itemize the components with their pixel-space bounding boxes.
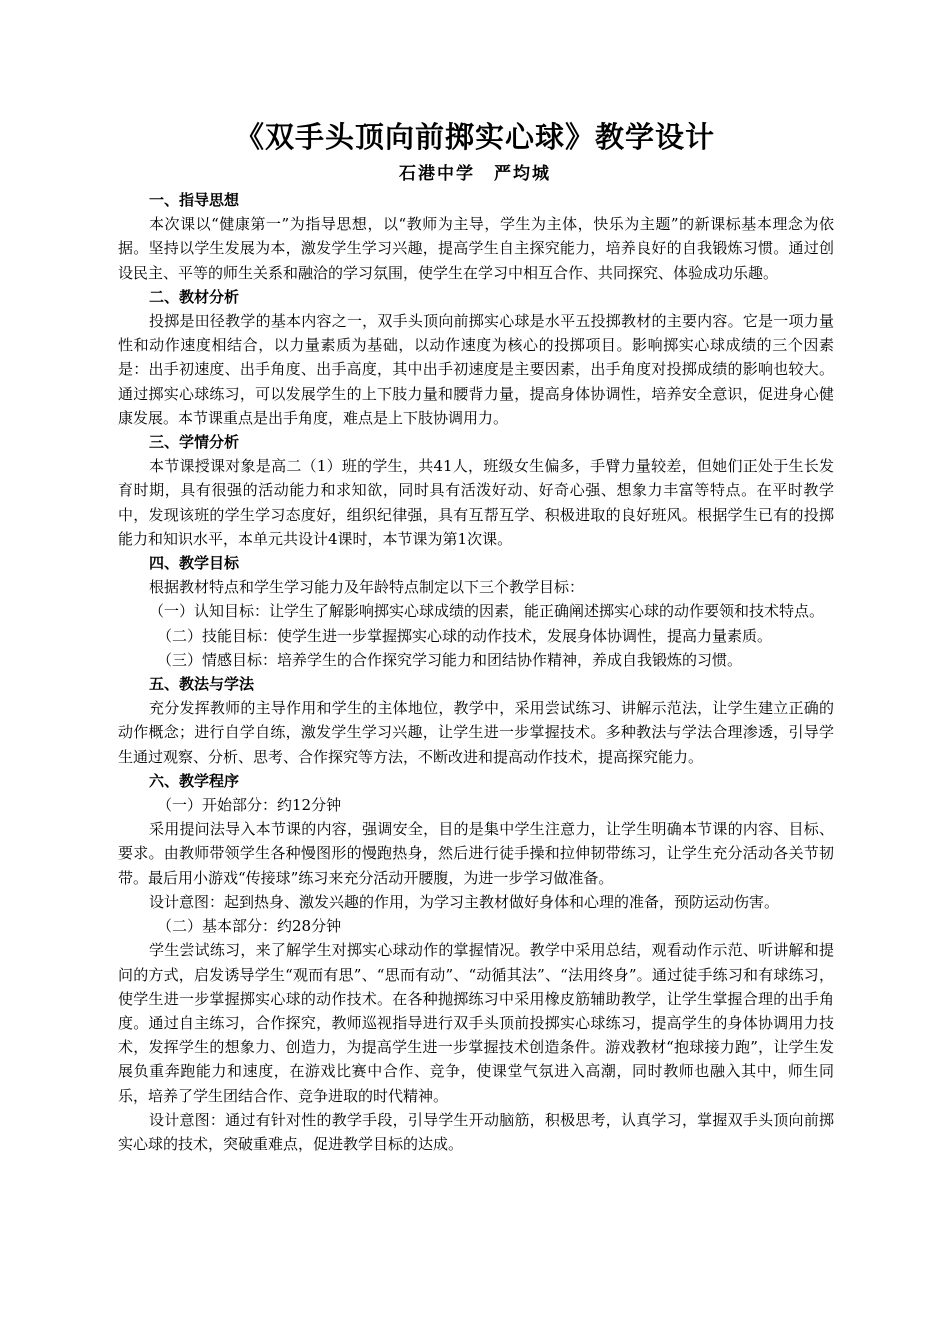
author-line: 石港中学 严均城 bbox=[399, 164, 551, 184]
section-heading-guiding-thought: 一、指导思想 bbox=[149, 191, 240, 209]
document-title: 《双手头顶向前掷实心球》教学设计 bbox=[234, 120, 715, 154]
paragraph: 充分发挥教师的主导作用和学生的主体地位，教学中，采用尝试练习、讲解示范法，让学生建立正确的动作概念；进行自学自练，激发学生学习兴趣，让学生进一步掌握技术。多种教法与学法合理渗透，引导学生通过观察、分析、思考、合作探究等方法，不断改进和提高动作技术，提高探究能力。 bbox=[118, 699, 834, 766]
paragraph: 学生尝试练习，来了解学生对掷实心球动作的掌握情况。教学中采用总结，观看动作示范、听讲解和提问的方式，启发诱导学生“观而有思”、“思而有动”、“动循其法”、“法用终身”。通过徒手练习和有球练习，使学生进一步掌握掷实心球的动作技术。在各种抛掷练习中采用橡皮筋辅助教学，让学生掌握合理的出手角度。通过自主练习，合作探究，教师巡视指导进行双手头顶前投掷实心球练习，提高学生的身体协调用力技术，发挥学生的想象力、创造力，为提高学生进一步掌握技术创造条件。游戏教材“抱球接力跑”，让学生发展负重奔跑能力和速度，在游戏比赛中合作、竞争，使课堂气氛进入高潮，同时教师也融入其中，师生同乐，培养了学生团结合作、竞争进取的时代精神。 bbox=[118, 941, 834, 1105]
section-heading-methods: 五、教法与学法 bbox=[149, 675, 255, 694]
paragraph: 根据教材特点和学生学习能力及年龄特点制定以下三个教学目标： bbox=[149, 578, 585, 597]
paragraph: 本次课以“健康第一”为指导思想，以“教师为主导，学生为主体，快乐为主题”的新课标基本理念为依据。坚持以学生发展为本，激发学生学习兴趣，提高学生自主探究能力，培养良好的自我锻炼习惯。通过创设民主、平等的师生关系和融洽的学习氛围，使学生在学习中相互合作、共同探究、体验成功乐趣。 bbox=[118, 215, 834, 282]
paragraph: 本节课授课对象是高二（1）班的学生，共41人，班级女生偏多，手臂力量较差，但她们正处于生长发育时期，具有很强的活动能力和求知欲，同时具有活泼好动、好奇心强、想象力丰富等特点。在平时教学中，发现该班的学生学习态度好，组织纪律强，具有互帮互学、积极进取的良好班风。根据学生已有的投掷能力和知识水平，本单元共设计4课时，本节课为第1次课。 bbox=[118, 457, 834, 548]
subheading-start-part: （一）开始部分：约12分钟 bbox=[157, 796, 342, 815]
paragraph: 投掷是田径教学的基本内容之一，双手头顶向前掷实心球是水平五投掷教材的主要内容。它是一项力量性和动作速度相结合，以力量素质为基础，以动作速度为核心的投掷项目。影响掷实心球成绩的三个因素是：出手初速度、出手角度、出手高度，其中出手初速度是主要因素，出手角度对投掷成绩的影响也较大。通过掷实心球练习，可以发展学生的上下肢力量和腰背力量，提高身体协调性，培养安全意识，促进身心健康发展。本节课重点是出手角度，难点是上下肢协调用力。 bbox=[118, 312, 834, 427]
subheading-basic-part: （二）基本部分：约28分钟 bbox=[157, 917, 342, 936]
goal-affective: （三）情感目标：培养学生的合作探究学习能力和团结协作精神，养成自我锻炼的习惯。 bbox=[157, 650, 743, 669]
section-heading-teaching-goals: 四、教学目标 bbox=[149, 554, 240, 573]
paragraph: 采用提问法导入本节课的内容，强调安全，目的是集中学生注意力，让学生明确本节课的内容、目标、要求。由教师带领学生各种慢图形的慢跑热身，然后进行徒手操和拉伸韧带练习，让学生充分活动各关节韧带。最后用小游戏“传接球”练习来充分活动开腰腹，为进一步学习做准备。 bbox=[118, 820, 834, 887]
goal-skill: （二）技能目标：使学生进一步掌握掷实心球的动作技术，发展身体协调性，提高力量素质。 bbox=[157, 626, 773, 645]
goal-cognitive: （一）认知目标：让学生了解影响掷实心球成绩的因素，能正确阐述掷实心球的动作要领和技术特点。 bbox=[149, 602, 825, 621]
section-heading-procedure: 六、教学程序 bbox=[149, 771, 240, 790]
design-intent: 设计意图：起到热身、激发兴趣的作用，为学习主教材做好身体和心理的准备，预防运动伤害。 bbox=[149, 892, 780, 911]
design-intent: 设计意图：通过有针对性的教学手段，引导学生开动脑筋，积极思考，认真学习，掌握双手头顶向前掷实心球的技术，突破重难点，促进教学目标的达成。 bbox=[118, 1110, 834, 1153]
document-body bbox=[118, 188, 834, 1156]
section-heading-material-analysis: 二、教材分析 bbox=[149, 287, 240, 306]
section-heading-student-analysis: 三、学情分析 bbox=[149, 433, 240, 452]
